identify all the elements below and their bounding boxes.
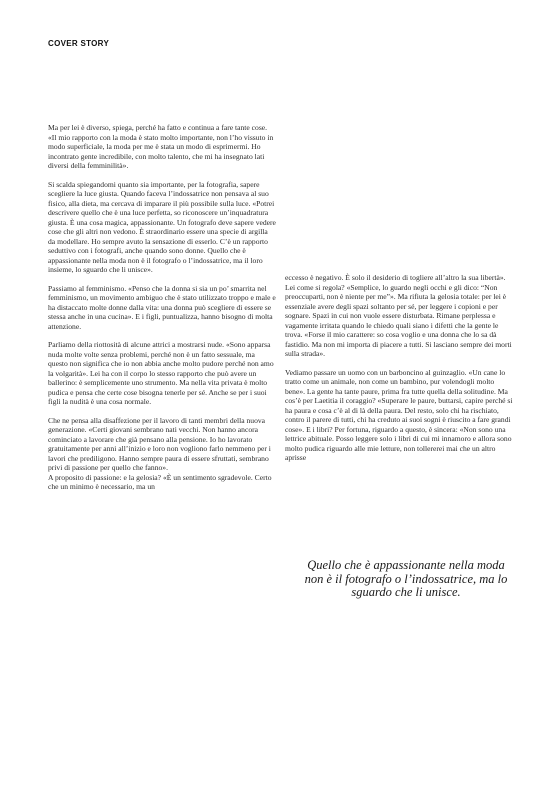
paragraph: Che ne pensa alla disaffezione per il lavoro di tanti membri della nuova generazione. «Certi giovani sembrano nati vecchi. Non hanno ancora cominciato a lavorare che già pensano alla pensione. Io ho lavorato gratuitamente per anni all’inizio e loro non vogliono farlo nemmeno per i lavori che prediligono. Hanno sempre paura di essere sfruttati, sembrano privi di passione per quello che fanno». A proposito di passione: e la gelosia? «È un sentimento sgradevole. Certo che un minimo è necessario, ma un bbox=[48, 415, 272, 491]
paragraph: Parliamo della riottosità di alcune attrici a mostrarsi nude. «Sono apparsa nuda molte volte senza problemi, perché non è un fatto sessuale, ma questo non significa che io non abbia anche molto pudore perché non amo la volgarità». Lei ha con il corpo lo stesso rapporto che può avere un ballerino: è semplicemente uno strumento. Ma nella vita privata è molto pudica e pensa che certe cose bisogna tenerle per sé. Anche se per i suoi figli la nudità è una cosa normale. bbox=[48, 340, 274, 406]
paragraph: Si scalda spiegandomi quanto sia importante, per la fotografia, sapere scegliere la luce giusta. Quando faceva l’indossatrice non pensava al suo fisico, alla dieta, ma cercava di imparare il più possibile sulla luce. «Potrei descrivere quello che è una luce perfetta, so riconoscere un’inquadratura giusta. È una cosa magica, appassionante. Un fotografo deve sapere vedere cose che gli altri non vedono. È straordinario essere una specie di argilla da modellare. Ho sempre avuto la sensazione di esserlo. C’è un rapporto seduttivo con i fotografi, anche quando sono donne. Quello che è appassionante nella moda non è il fotografo o l’indossatrice, ma il loro insieme, lo sguardo che li unisce». bbox=[48, 179, 276, 274]
pull-quote: Quello che è appassionante nella moda non è il fotografo o l’indossatrice, ma lo sguardo che li unisce. bbox=[304, 558, 508, 599]
paragraph: Passiamo al femminismo. «Penso che la donna si sia un po’ smarrita nel femminismo, un movimento ambiguo che è stato utilizzato troppo e male e ha distaccato molte donne dalla vita: una donna può scegliere di essere se stessa anche in una cucina». E i figli, puntualizza, hanno bisogno di molta attenzione. bbox=[48, 283, 276, 331]
left-text-column bbox=[48, 123, 276, 501]
paragraph: eccesso è negativo. È solo il desiderio di togliere all’altro la sua libertà». Lei come si regola? «Semplice, lo guardo negli occhi e gli dico: “Non preoccuparti, non è niente per me”». Ma rifiuta la gelosia totale: per lei è essenziale avere degli spazi soltanto per sé, per leggere i copioni e per sognare. Spazi in cui non vuole essere disturbata. Rimane perplessa e vagamente irritata quando le chiedo quali siano i difetti che la gente le trova. «Forse il mio carattere: so cosa voglio e una donna che lo sa dà fastidio. Ma non mi importa di piacere a tutti. Si lasciano sempre dei morti sulla strada». bbox=[285, 273, 512, 358]
section-label: COVER STORY bbox=[48, 39, 110, 48]
right-text-column bbox=[285, 273, 513, 472]
paragraph: Ma per lei è diverso, spiega, perché ha fatto e continua a fare tante cose. «Il mio rapporto con la moda è stato molto importante, non l’ho vissuto in modo superficiale, la moda per me è stata un modo di esprimermi. Ho incontrato gente incredibile, con molto talento, che mi ha insegnato lati diversi della femminilità». bbox=[48, 123, 274, 170]
paragraph: Vediamo passare un uomo con un barboncino al guinzaglio. «Un cane lo tratto come un animale, non come un bambino, pur volendogli molto bene». La gente ha tante paure, prima fra tutte quella della solitudine. Ma cos’è per Laetitia il coraggio? «Superare le paure, buttarsi, capire perché si ha paura e cosa c’è al di là della paura. Del resto, solo chi ha rischiato, contro il parere di tutti, chi ha creduto ai suoi sogni è riuscito a fare grandi cose». E i libri? Per fortuna, riguardo a questo, è sincera: «Non sono una lettrice abituale. Posso leggere solo i libri di cui mi innamoro e allora sono molto pudica riguardo alle mie letture, non tollererei mai che un altro aprisse bbox=[285, 367, 513, 462]
